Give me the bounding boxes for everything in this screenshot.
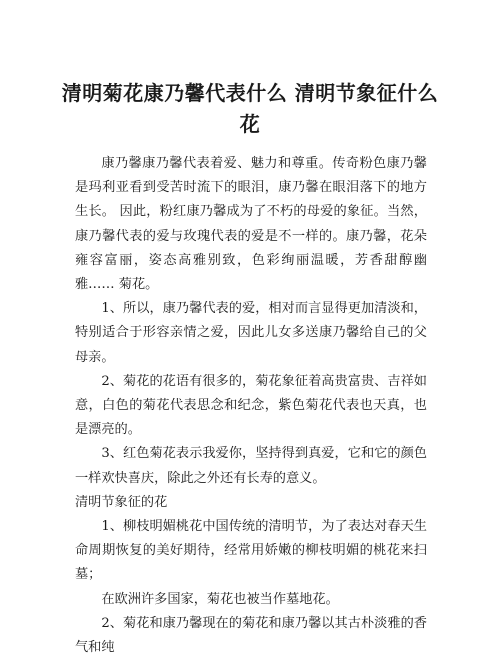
paragraph-point-1: 1、所以，康乃馨代表的爱，相对而言显得更加清淡和，特别适合于形容亲情之爱，因此儿女多送康乃馨给自己的父母亲。 (75, 301, 427, 365)
paragraph-point-3: 3、红色菊花表示我爱你，坚持得到真爱，它和它的颜色一样欢快喜庆，除此之外还有长寿的意义。 (75, 446, 427, 486)
document-title: 清明菊花康乃馨代表什么 清明节象征什么花 (61, 81, 439, 136)
paragraph-willow-peach: 1、柳枝明媚桃花中国传统的清明节，为了表达对春天生命周期恢复的美好期待，经常用娇嫩的柳枝明媚的桃花来扫墓； (75, 519, 427, 583)
paragraph-carnation-intro: 康乃馨康乃馨代表着爱、魅力和尊重。传奇粉色康乃馨是玛利亚看到受苦时流下的眼泪，康乃馨在眼泪落下的地方生长。 因此，粉红康乃馨成为了不朽的母爱的象征。当然，康乃馨代表的爱与玫瑰代表的爱是不一样的。康乃馨，花朵雍容富丽，姿态高雅别致，色彩绚丽温暖，芳香甜醇幽雅…… 菊花。 (75, 156, 427, 293)
paragraph-chrysanthemum-carnation: 2、菊花和康乃馨现在的菊花和康乃馨以其古朴淡雅的香气和纯 (75, 615, 427, 656)
paragraph-europe: 在欧洲许多国家，菊花也被当作墓地花。 (101, 591, 339, 607)
section-heading: 清明节象征的花 (75, 494, 168, 510)
paragraph-point-2: 2、菊花的花语有很多的，菊花象征着高贵富贵、吉祥如意，白色的菊花代表思念和纪念，紫色菊花代表也天真，也是漂亮的。 (75, 373, 427, 438)
document-body (75, 152, 427, 660)
